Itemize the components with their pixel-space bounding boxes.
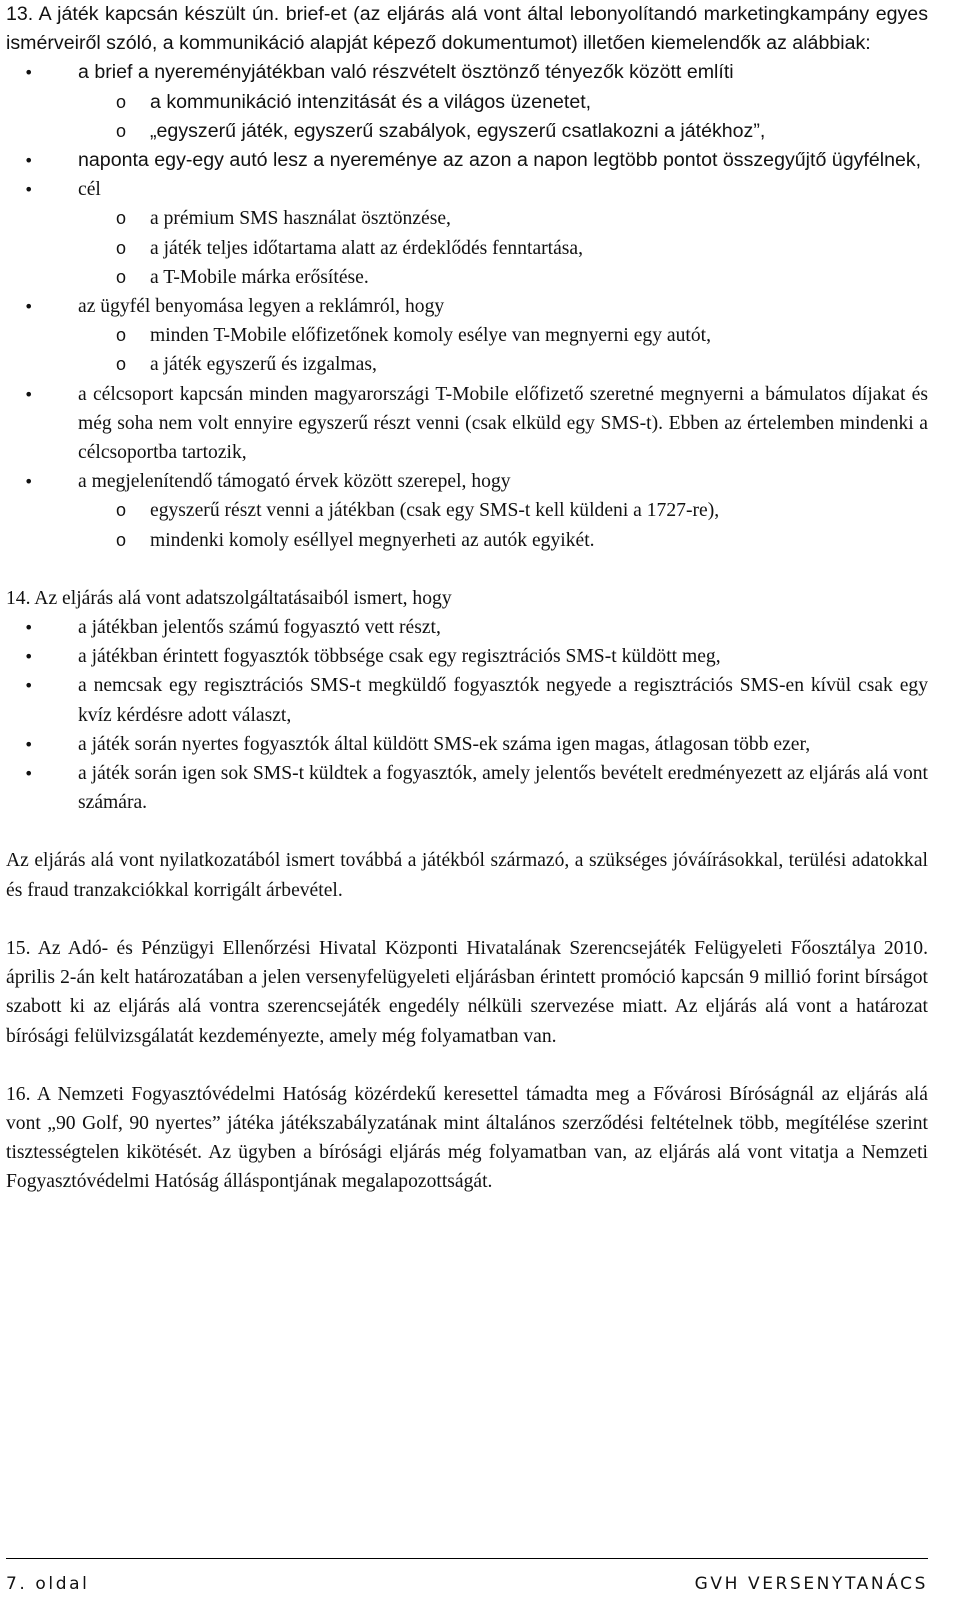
spacer bbox=[6, 555, 928, 584]
sub-list-item-text: „egyszerű játék, egyszerű szabályok, egyszerű csatlakozni a játékhoz”, bbox=[150, 119, 766, 142]
page-number: 7. oldal bbox=[6, 1574, 90, 1594]
sub-list-item bbox=[78, 204, 928, 233]
list-item-text: a játék során nyertes fogyasztók által küldött SMS-ek száma igen magas, átlagosan több ezer, bbox=[78, 733, 811, 755]
spacer bbox=[6, 817, 928, 846]
sub-list bbox=[78, 88, 928, 146]
list-item bbox=[6, 613, 928, 642]
spacer bbox=[6, 905, 928, 934]
sub-list-item-text: a játék egyszerű és izgalmas, bbox=[150, 354, 377, 376]
footer-organization: GVH VERSENYTANÁCS bbox=[694, 1574, 928, 1594]
sub-list bbox=[78, 496, 928, 554]
sub-list-item-text: a kommunikáció intenzitását és a világos üzenetet, bbox=[150, 90, 592, 113]
sub-list-item-text: minden T-Mobile előfizetőnek komoly esélye van megnyerni egy autót, bbox=[150, 325, 712, 347]
list-item-text: cél bbox=[78, 179, 101, 201]
list-item bbox=[6, 642, 928, 671]
list-item-text: naponta egy-egy autó lesz a nyereménye az azon a napon legtöbb pontot összegyűjtő ügyfélnek, bbox=[78, 149, 922, 172]
sub-list-item-text: a prémium SMS használat ösztönzése, bbox=[150, 208, 451, 230]
list-item-text: az ügyfél benyomása legyen a reklámról, hogy bbox=[78, 296, 445, 318]
list-item bbox=[6, 58, 928, 146]
list-item-text: a célcsoport kapcsán minden magyarországi T-Mobile előfizető szeretné megnyerni a bámulatos díjakat és még soha nem volt ennyire egyszerű részt venni (csak elküld egy SMS-t). Ebben az értelemben mindenki a célcsoportba tartozik, bbox=[78, 383, 928, 464]
list-item-text: a megjelenítendő támogató érvek között szerepel, hogy bbox=[78, 471, 511, 493]
list-item-text: a nemcsak egy regisztrációs SMS-t megküldő fogyasztók negyede a regisztrációs SMS-en kívül csak egy kvíz kérdésre adott választ, bbox=[78, 675, 928, 726]
sub-list-item-text: a játék teljes időtartama alatt az érdeklődés fenntartása, bbox=[150, 237, 584, 259]
list-item-text: a játékban érintett fogyasztók többsége csak egy regisztrációs SMS-t küldött meg, bbox=[78, 646, 721, 668]
sub-list-item-text: mindenki komoly eséllyel megnyerheti az autók egyikét. bbox=[150, 529, 595, 551]
section-16-paragraph: 16. A Nemzeti Fogyasztóvédelmi Hatóság közérdekű keresettel támadta meg a Fővárosi Bíróságnál az eljárás alá vont „90 Golf, 90 nyertes” játéka játékszabályzatának mint általános szerződési feltételnek több, megítélése szerint tisztességtelen kikötését. Az ügyben a bírósági eljárás még folyamatban van, az eljárás alá vont vitatja a Nemzeti Fogyasztóvédelmi Hatóság álláspontjának megalapozottságát. bbox=[6, 1083, 928, 1193]
sub-list-item bbox=[78, 321, 928, 350]
sub-list-item bbox=[78, 350, 928, 379]
sub-list-item bbox=[78, 117, 928, 146]
spacer bbox=[6, 1051, 928, 1080]
section-15-paragraph: 15. Az Adó- és Pénzügyi Ellenőrzési Hivatal Központi Hivatalának Szerencsejáték Felügyeleti Főosztálya 2010. április 2-án kelt határozatában a jelen versenyfelügyeleti eljárásban érintett promóció kapcsán 9 millió forint bírságot szabott ki az eljárás alá vontra szerencsejáték engedély nélküli szervezése miatt. Az eljárás alá vont a határozat bírósági felülvizsgálatát kezdeményezte, amely még folyamatban van. bbox=[6, 937, 928, 1047]
sub-list-item-text: egyszerű részt venni a játékban (csak egy SMS-t kell küldeni a 1727-re), bbox=[150, 500, 720, 522]
sub-list-item bbox=[78, 234, 928, 263]
sub-list-item bbox=[78, 496, 928, 525]
list-item bbox=[6, 146, 928, 175]
list-item bbox=[6, 730, 928, 759]
section-14-list bbox=[6, 613, 928, 817]
sub-list-item-text: a T-Mobile márka erősítése. bbox=[150, 266, 369, 288]
list-item bbox=[6, 759, 928, 817]
list-item bbox=[6, 380, 928, 468]
sub-list bbox=[78, 321, 928, 379]
list-item bbox=[6, 292, 928, 380]
section-14-closing: Az eljárás alá vont nyilatkozatából ismert továbbá a játékból származó, a szükséges jóváírásokkal, terülési adatokkal és fraud tranzakciókkal korrigált árbevétel. bbox=[6, 850, 928, 901]
list-item bbox=[6, 467, 928, 555]
document-page bbox=[6, 0, 928, 1197]
list-item bbox=[6, 175, 928, 292]
list-item bbox=[6, 671, 928, 729]
section-13-intro: 13. A játék kapcsán készült ún. brief-et (az eljárás alá vont által lebonyolítandó marketingkampány egyes ismérveiről szóló, a kommunikáció alapját képező dokumentumot) illetően kiemelendők az alábbiak: bbox=[6, 3, 928, 55]
sub-list-item bbox=[78, 526, 928, 555]
sub-list-item bbox=[78, 88, 928, 117]
sub-list-item bbox=[78, 263, 928, 292]
list-item-text: a játékban jelentős számú fogyasztó vett részt, bbox=[78, 617, 441, 639]
list-item-text: a brief a nyereményjátékban való részvételt ösztönző tényezők között említi bbox=[78, 61, 734, 84]
page-footer bbox=[6, 1574, 928, 1604]
section-13-list bbox=[6, 58, 928, 554]
list-item-text: a játék során igen sok SMS-t küldtek a fogyasztók, amely jelentős bevételt eredményezett az eljárás alá vont számára. bbox=[78, 763, 928, 814]
sub-list bbox=[78, 204, 928, 292]
footer-divider bbox=[6, 1558, 928, 1559]
section-14-intro: 14. Az eljárás alá vont adatszolgáltatásaiból ismert, hogy bbox=[6, 587, 452, 609]
